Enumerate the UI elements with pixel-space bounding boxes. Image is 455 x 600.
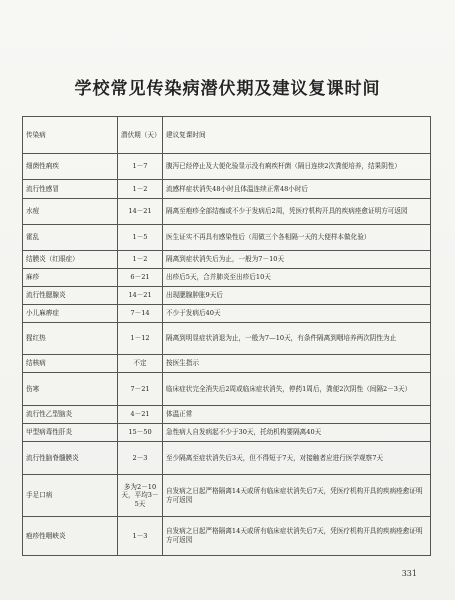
table-body (23, 154, 431, 556)
incubation-cell: 1－3 (118, 517, 163, 556)
disease-cell: 结膜炎（红眼症） (23, 251, 118, 269)
advice-cell: 急性病人自发病起不少于30天，托幼机构要隔离40天 (163, 424, 431, 442)
advice-cell: 医生证实不再具有感染性后（用做三个各相隔一天的大便样本做化验） (163, 225, 431, 251)
table-row (23, 475, 431, 517)
advice-cell: 按医生指示 (163, 355, 431, 373)
table-row (23, 424, 431, 442)
advice-cell: 流感样症状消失48小时且体温连续正常48小时后 (163, 180, 431, 199)
incubation-cell: 4－21 (118, 406, 163, 424)
incubation-cell: 多为2－10天，平均3－5天 (118, 475, 163, 517)
disease-cell: 流行性乙型脑炎 (23, 406, 118, 424)
header-return-advice: 建议复课时间 (163, 117, 431, 154)
page-title: 学校常见传染病潜伏期及建议复课时间 (74, 79, 381, 99)
table-row (23, 287, 431, 305)
advice-cell: 腹泻已经停止及大便化验显示没有痢疾杆菌（隔日连续2次粪便培养，结果阴性） (163, 154, 431, 180)
incubation-cell: 1－2 (118, 251, 163, 269)
disease-table (22, 116, 431, 556)
disease-cell: 甲型病毒性肝炎 (23, 424, 118, 442)
disease-cell: 疱疹性咽峡炎 (23, 517, 118, 556)
table-row (23, 355, 431, 373)
advice-cell: 出现腮腺肿胀9天后 (163, 287, 431, 305)
advice-cell: 出疹后5天，合并肺炎至出疹后10天 (163, 269, 431, 287)
table-row (23, 225, 431, 251)
header-incubation: 潜伏期（天） (118, 117, 163, 154)
disease-cell: 手足口病 (23, 475, 118, 517)
table-row (23, 251, 431, 269)
advice-cell: 自发病之日起严格隔离14天或所有临床症状消失后7天，凭医疗机构开具的疾病痊愈证明方可返园 (163, 517, 431, 556)
disease-cell: 猩红热 (23, 323, 118, 355)
table-row (23, 269, 431, 287)
incubation-cell: 不定 (118, 355, 163, 373)
table-row (23, 517, 431, 556)
disease-cell: 结核病 (23, 355, 118, 373)
incubation-cell: 1－12 (118, 323, 163, 355)
disease-cell: 麻疹 (23, 269, 118, 287)
incubation-cell: 1－7 (118, 154, 163, 180)
incubation-cell: 7－14 (118, 305, 163, 323)
table-row (23, 199, 431, 225)
table-row (23, 305, 431, 323)
advice-cell: 隔离到明显症状消退为止，一般为7—10天，有条件隔离到咽培养两次阴性为止 (163, 323, 431, 355)
disease-cell: 小儿麻痹症 (23, 305, 118, 323)
advice-cell: 隔离到症状消失后为止，一般为7－10天 (163, 251, 431, 269)
incubation-cell: 2－3 (118, 442, 163, 475)
advice-cell: 自发病之日起严格隔离14天或所有临床症状消失后7天，凭医疗机构开具的疾病痊愈证明方可返园 (163, 475, 431, 517)
table-header-row (23, 117, 431, 154)
advice-cell: 至少隔离至症状消失后3天，但不得短于7天，对接触者应进行医学观察7天 (163, 442, 431, 475)
incubation-cell: 1－2 (118, 180, 163, 199)
table-row (23, 180, 431, 199)
incubation-cell: 14－21 (118, 287, 163, 305)
incubation-cell: 15－50 (118, 424, 163, 442)
disease-cell: 水痘 (23, 199, 118, 225)
advice-cell: 隔离至疱疹全部结痂或不少于发病后2周，凭医疗机构开具的疾病痊愈证明方可返园 (163, 199, 431, 225)
header-disease: 传染病 (23, 117, 118, 154)
page-number: 331 (401, 569, 417, 578)
disease-cell: 细菌性痢疾 (23, 154, 118, 180)
table-row (23, 442, 431, 475)
disease-cell: 霍乱 (23, 225, 118, 251)
table-row (23, 154, 431, 180)
table-row (23, 373, 431, 406)
incubation-cell: 14－21 (118, 199, 163, 225)
table-row (23, 406, 431, 424)
disease-cell: 流行性感冒 (23, 180, 118, 199)
table-row (23, 323, 431, 355)
advice-cell: 不少于发病后40天 (163, 305, 431, 323)
disease-cell: 流行性脑脊髓膜炎 (23, 442, 118, 475)
incubation-cell: 1－5 (118, 225, 163, 251)
disease-cell: 伤寒 (23, 373, 118, 406)
advice-cell: 体温正常 (163, 406, 431, 424)
incubation-cell: 6－21 (118, 269, 163, 287)
incubation-cell: 7－21 (118, 373, 163, 406)
advice-cell: 临床症状完全消失后2周或临床症状消失，停药1周后，粪便2次阴性（间隔2－3天） (163, 373, 431, 406)
disease-cell: 流行性腮腺炎 (23, 287, 118, 305)
